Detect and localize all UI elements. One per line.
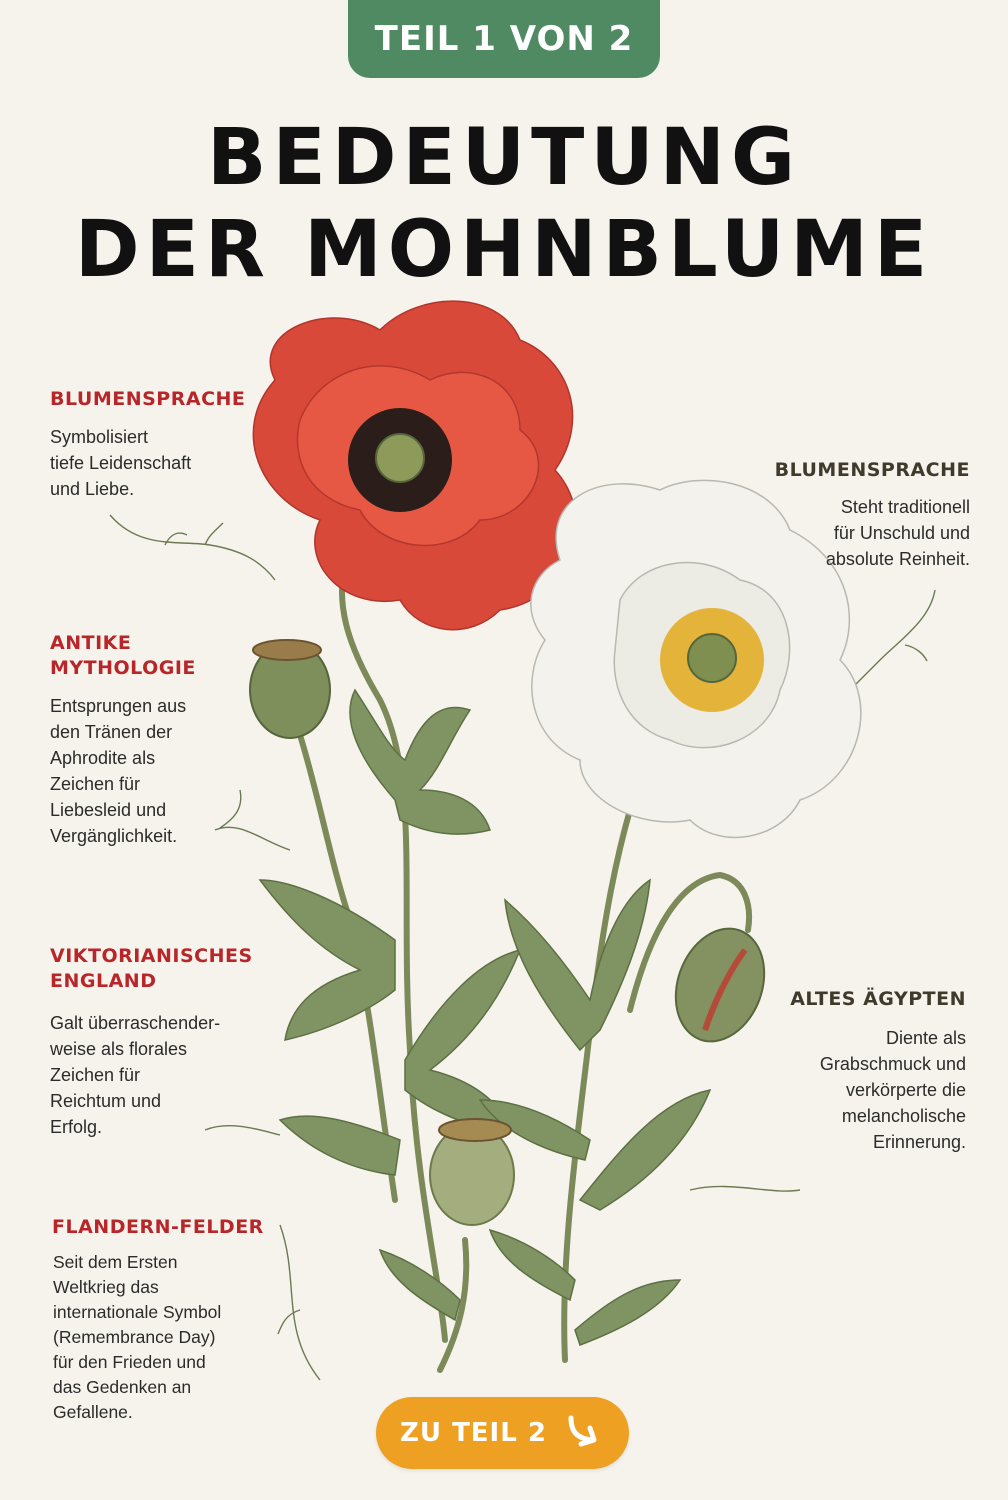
text-line: absolute Reinheit. [825,549,970,569]
text-line: Gefallene. [53,1402,133,1422]
text-line: (Remembrance Day) [53,1327,216,1347]
text-line: den Tränen der [50,722,173,742]
text-line: Erinnerung. [872,1132,966,1152]
section-text-altes-aegypten [820,1025,966,1155]
page-title [0,112,1008,296]
section-text-blumensprache-white [826,494,970,572]
section-heading-flandern-felder: FLANDERN-FELDER [52,1216,264,1238]
title-line-1: BEDEUTUNG [207,113,801,203]
text-line: Reichtum und [50,1091,162,1111]
text-line: Grabschmuck und [819,1054,966,1074]
red-poppy [253,301,576,630]
white-poppy [531,480,861,837]
next-part-button[interactable] [376,1397,629,1469]
section-text-antike-mythologie [50,693,186,849]
part-badge: TEIL 1 VON 2 [348,0,660,78]
section-text-flandern-felder [53,1250,221,1425]
text-line: Diente als [885,1028,966,1048]
text-line: Seit dem Ersten [53,1252,178,1272]
text-line: Zeichen für [50,1065,141,1085]
text-line: Zeichen für [50,774,141,794]
text-line: für den Frieden und [53,1352,206,1372]
text-line: Liebesleid und [50,800,167,820]
text-line: tiefe Leidenschaft [50,453,192,473]
text-line: Erfolg. [50,1117,103,1137]
section-text-blumensprache-red [50,424,191,502]
text-line: für Unschuld und [833,523,970,543]
heading-line: MYTHOLOGIE [50,657,196,679]
text-line: Weltkrieg das [53,1277,159,1297]
section-text-viktorianisches-england [50,1010,220,1140]
text-line: verkörperte die [845,1080,966,1100]
text-line: Galt überraschender- [50,1013,221,1033]
section-heading-altes-aegypten: ALTES ÄGYPTEN [790,988,966,1010]
text-line: Symbolisiert [50,427,149,447]
text-line: Entsprungen aus [50,696,187,716]
text-line: Steht traditionell [840,497,970,517]
text-line: Aphrodite als [50,748,156,768]
section-heading-blumensprache-white: BLUMENSPRACHE [774,459,970,481]
section-heading-viktorianisches-england [50,944,253,994]
section-heading-antike-mythologie [50,631,196,681]
section-heading-blumensprache-red: BLUMENSPRACHE [50,388,246,410]
text-line: melancholische [841,1106,966,1126]
text-line: weise als florales [50,1039,188,1059]
arrow-down-right-icon [563,1412,605,1454]
heading-line: ENGLAND [50,970,157,992]
next-part-label: ZU TEIL 2 [400,1418,547,1448]
heading-line: ANTIKE [50,632,132,654]
title-line-2: DER MOHNBLUME [74,205,934,295]
text-line: internationale Symbol [53,1302,222,1322]
text-line: das Gedenken an [53,1377,192,1397]
text-line: und Liebe. [50,479,135,499]
text-line: Vergänglichkeit. [50,826,178,846]
heading-line: VIKTORIANISCHES [50,945,253,967]
